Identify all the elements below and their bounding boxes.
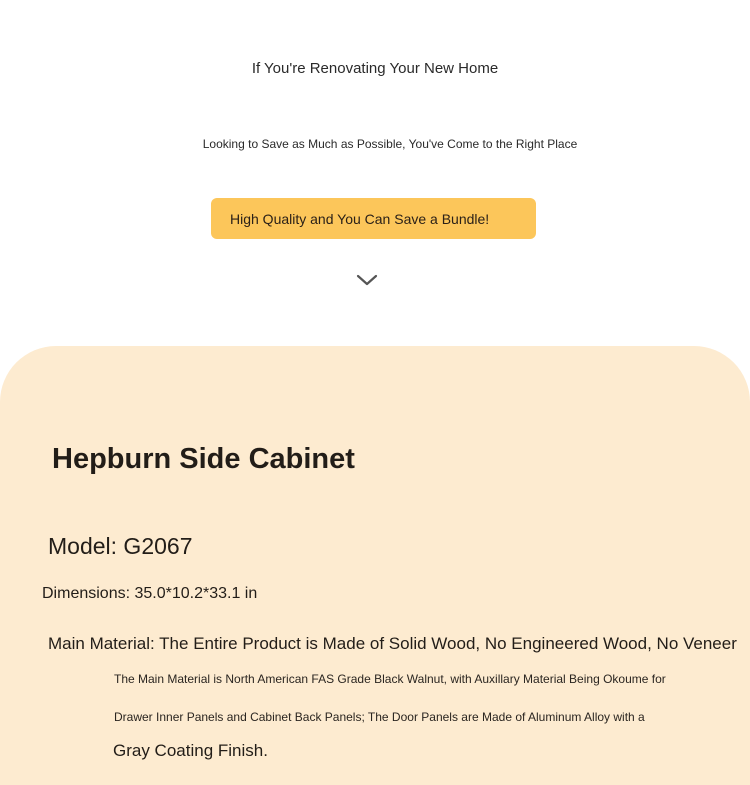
chevron-down-icon[interactable] <box>355 271 379 287</box>
cta-button-label: High Quality and You Can Save a Bundle! <box>230 210 490 227</box>
product-details-section <box>0 346 750 785</box>
product-description-line: Drawer Inner Panels and Cabinet Back Panels; The Door Panels are Made of Aluminum Alloy with a <box>114 710 645 724</box>
product-model: Model: G2067 <box>48 533 193 559</box>
product-title: Hepburn Side Cabinet <box>52 443 355 475</box>
save-bundle-button[interactable] <box>211 198 536 239</box>
product-description-line: The Main Material is North American FAS Grade Black Walnut, with Auxillary Material Being Okoume for <box>114 672 666 686</box>
product-description-line: Gray Coating Finish. <box>113 741 268 760</box>
product-dimensions: Dimensions: 35.0*10.2*33.1 in <box>42 585 258 602</box>
product-main-material: Main Material: The Entire Product is Made of Solid Wood, No Engineered Wood, No Veneer <box>48 634 737 653</box>
hero-headline: If You're Renovating Your New Home <box>251 60 499 77</box>
hero-subheadline: Looking to Save as Much as Possible, You've Come to the Right Place <box>202 137 578 151</box>
